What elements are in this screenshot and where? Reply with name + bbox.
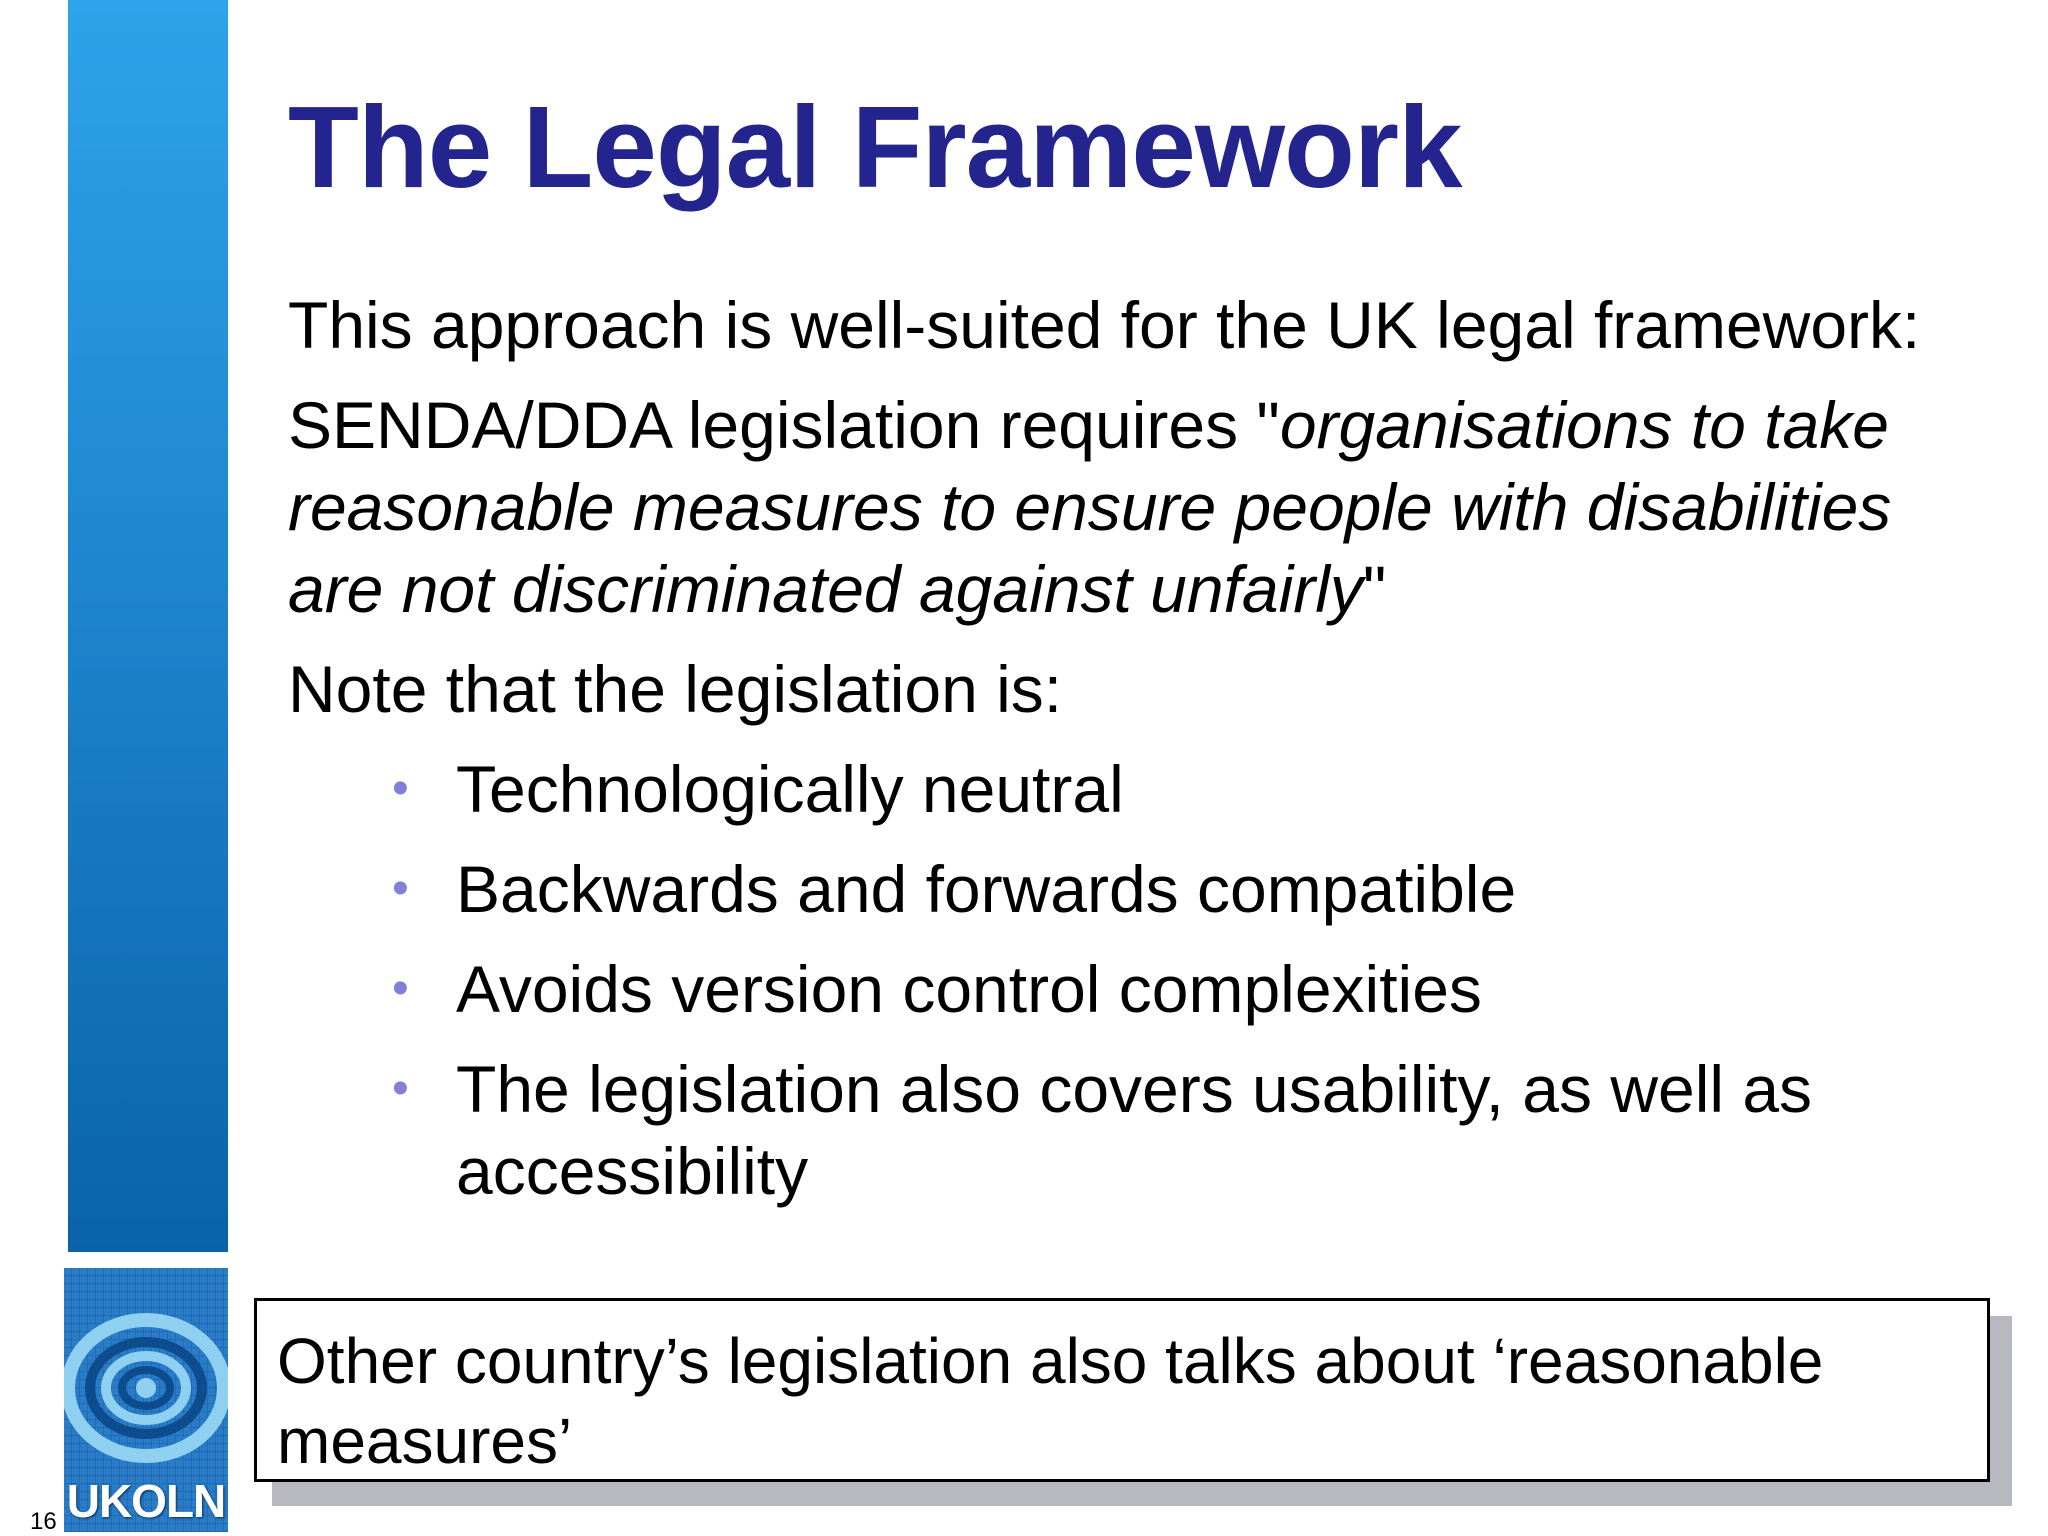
slide-number: 16 bbox=[30, 1508, 57, 1535]
note-paragraph: Note that the legislation is: bbox=[288, 652, 1063, 726]
callout-text: Other country’s legislation also talks about ‘reasonable measures’ bbox=[277, 1325, 1824, 1477]
logo-text: UKOLN bbox=[66, 1475, 226, 1527]
list-item bbox=[288, 848, 1988, 930]
bullet-text: Avoids version control complexities bbox=[456, 952, 1482, 1026]
bullet-icon: • bbox=[392, 1062, 409, 1115]
bullet-text: Technologically neutral bbox=[456, 752, 1124, 826]
list-item bbox=[288, 948, 1988, 1030]
ukoln-logo bbox=[64, 1268, 228, 1532]
bullet-text: Backwards and forwards compatible bbox=[456, 852, 1517, 926]
list-item bbox=[288, 748, 1988, 830]
senda-quote: organisations to take reasonable measures to ensure people with disabilities are not discriminated against unfairly bbox=[288, 388, 1892, 626]
senda-paragraph bbox=[288, 384, 1988, 630]
callout-box bbox=[254, 1298, 1990, 1482]
intro-paragraph: This approach is well-suited for the UK legal framework: bbox=[288, 288, 1921, 362]
bullet-text: The legislation also covers usability, as well as accessibility bbox=[456, 1052, 1813, 1208]
bullet-icon: • bbox=[392, 762, 409, 815]
side-bar bbox=[68, 0, 228, 1252]
slide-title: The Legal Framework bbox=[288, 82, 1462, 212]
list-item bbox=[288, 1048, 1988, 1212]
bullet-list bbox=[288, 748, 1988, 1212]
slide-body bbox=[288, 284, 1988, 1230]
bullet-icon: • bbox=[392, 862, 409, 915]
senda-suffix: " bbox=[1362, 552, 1387, 626]
senda-prefix: SENDA/DDA legislation requires " bbox=[288, 388, 1280, 462]
bullet-icon: • bbox=[392, 962, 409, 1015]
